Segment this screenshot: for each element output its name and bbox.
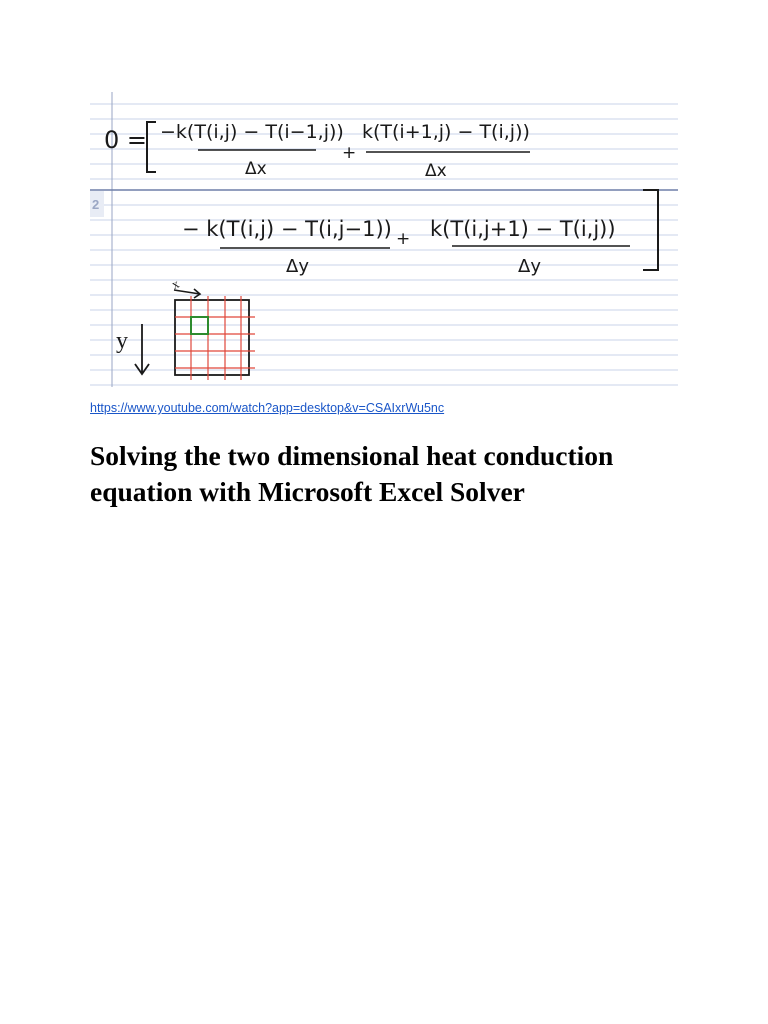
- term2-denominator: Δx: [425, 161, 447, 181]
- term3-denominator: Δy: [286, 256, 309, 277]
- right-bracket: [643, 190, 658, 270]
- axis-y-label: y: [116, 328, 128, 354]
- plus-sign-2: +: [396, 229, 411, 249]
- ruled-lines: [90, 104, 678, 385]
- document-title: Solving the two dimensional heat conduction equation with Microsoft Excel Solver: [90, 440, 614, 507]
- handwritten-note-image: [90, 92, 678, 387]
- term4-numerator: k(T(i,j+1) − T(i,j)): [430, 217, 616, 241]
- term1-numerator: −k(T(i,j) − T(i−1,j)): [160, 121, 344, 143]
- axis-x-label: x: [168, 275, 182, 293]
- equation-lhs: 0 =: [104, 126, 148, 154]
- x-axis-arrow: [174, 289, 200, 298]
- page-number: 2: [92, 197, 100, 212]
- plus-sign-1: +: [342, 143, 357, 163]
- term3-numerator: − k(T(i,j) − T(i,j−1)): [182, 217, 392, 241]
- youtube-link[interactable]: https://www.youtube.com/watch?app=desktop&v=CSAIxrWu5nc: [90, 401, 445, 415]
- term2-numerator: k(T(i+1,j) − T(i,j)): [362, 121, 530, 143]
- grid-frame: [175, 300, 249, 375]
- grid-sketch: [116, 275, 255, 380]
- term1-denominator: Δx: [245, 159, 267, 179]
- term4-denominator: Δy: [518, 256, 541, 277]
- y-axis-arrow: [135, 324, 149, 374]
- note-canvas: [90, 92, 678, 387]
